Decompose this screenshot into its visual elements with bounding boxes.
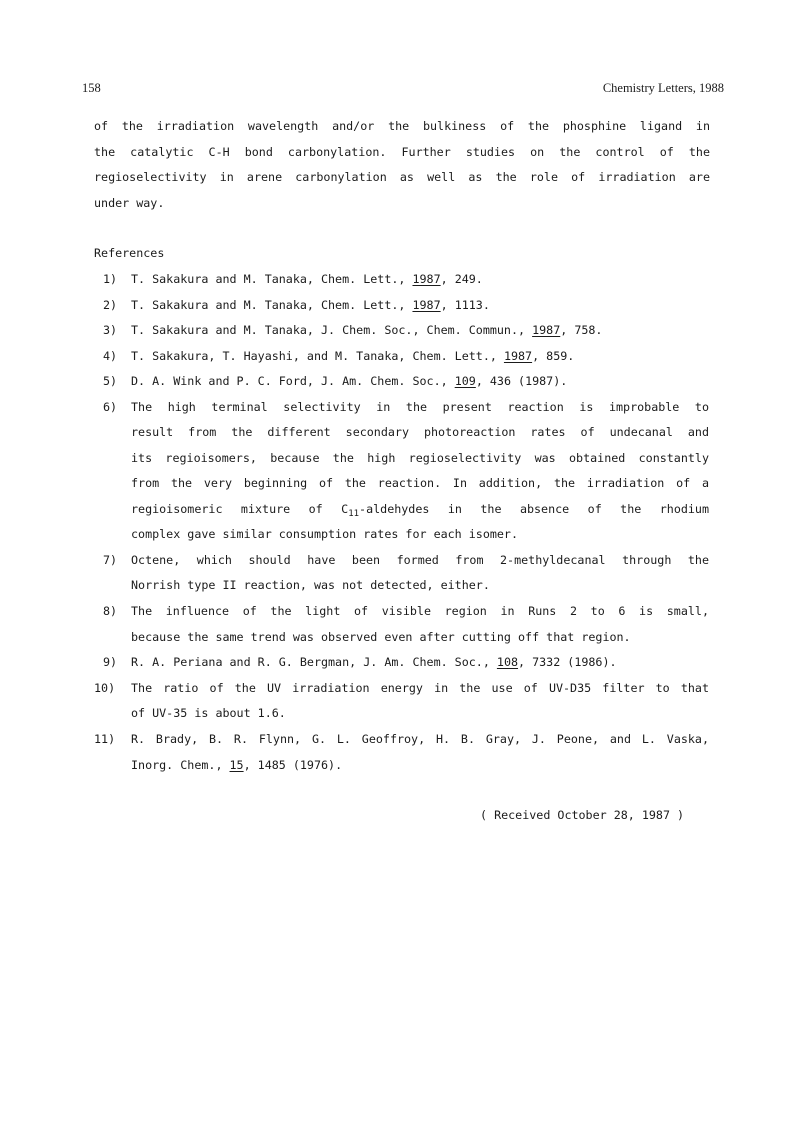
received-date: ( Received October 28, 1987 ) [480,808,685,822]
reference-number: 6) [103,399,118,414]
journal-name: Chemistry Letters, 1988 [602,81,724,95]
reference-number: 10) [94,680,116,695]
reference-number: 8) [103,604,118,618]
reference-volume: 108 [496,655,519,669]
reference-number: 5) [103,374,118,388]
reference-text: D. A. Wink and P. C. Ford, J. Am. Chem. Soc., 109, 436 (1987). [131,374,568,388]
body-line: the catalytic C-H bond carbonylation. Further studies on the control of the [94,144,710,159]
reference-text: T. Sakakura and M. Tanaka, Chem. Lett., 1987, 249. [131,272,483,286]
reference-volume: 1987 [412,297,441,312]
reference-text: T. Sakakura and M. Tanaka, J. Chem. Soc., Chem. Commun., 1987, 758. [131,323,603,337]
reference-number: 1) [103,272,118,286]
reference-text: T. Sakakura, T. Hayashi, and M. Tanaka, Chem. Lett., 1987, 859. [131,348,575,363]
page-header [82,81,724,99]
page-number: 158 [82,81,101,95]
reference-number: 9) [103,655,118,669]
reference-text: T. Sakakura and M. Tanaka, Chem. Lett., 1987, 1113. [131,297,490,312]
body-line: regioselectivity in arene carbonylation as well as the role of irradiation are [94,170,710,184]
reference-volume: 15 [229,757,244,772]
reference-number: 7) [103,552,118,567]
reference-volume: 1987 [503,348,533,363]
reference-number: 2) [103,297,118,312]
reference-volume: 1987 [532,323,561,337]
body-line: of the irradiation wavelength and/or the bulkiness of the phosphine ligand in [94,119,710,133]
reference-volume: 1987 [412,272,441,286]
references-heading: References [94,246,165,260]
reference-number: 11) [94,732,116,746]
reference-number: 3) [103,323,118,337]
reference-number: 4) [103,348,118,363]
reference-text: R. A. Periana and R. G. Bergman, J. Am. Chem. Soc., 108, 7332 (1986). [131,655,617,669]
reference-volume: 109 [454,374,476,388]
subscript: 11 [348,508,360,519]
body-line: under way. [94,195,165,210]
